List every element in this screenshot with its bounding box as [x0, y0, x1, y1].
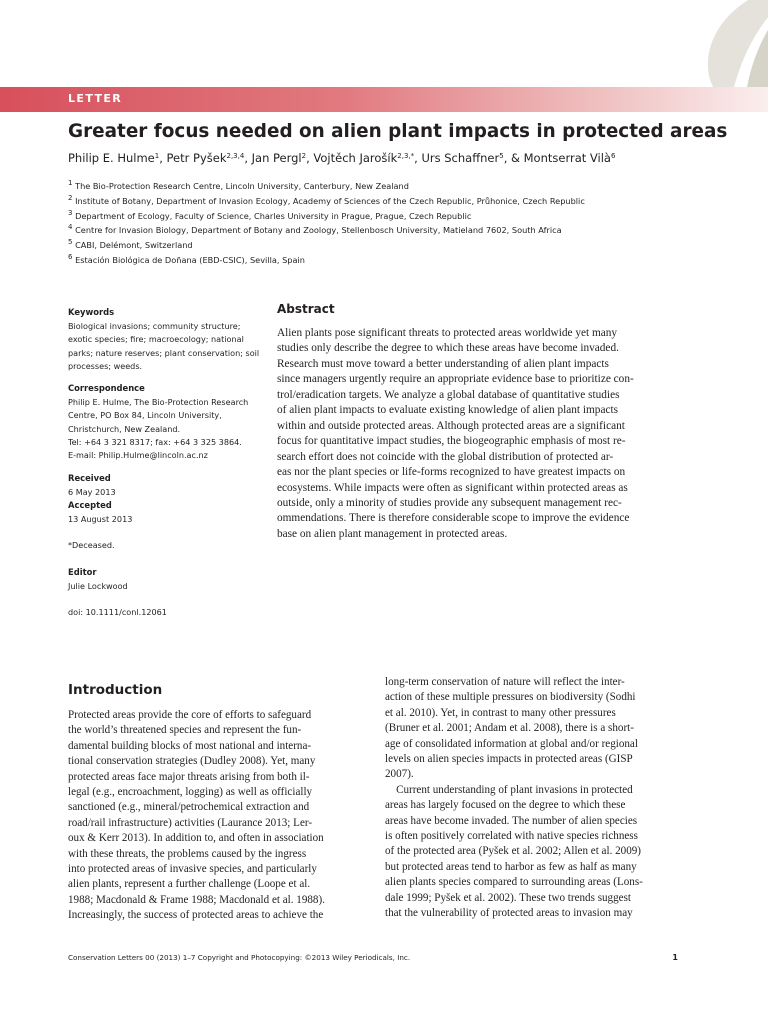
author-affiliation-marker: 2,3,* [397, 152, 415, 160]
abstract-line: focus for quantitative impact studies, the biogeographic emphasis of most re- [277, 435, 626, 448]
journal-footer: Conservation Letters 00 (2013) 1–7 Copyright and Photocopying: ©2013 Wiley Periodicals, Inc. [68, 953, 411, 962]
abstract-line: search effort does not coincide with the global distribution of protected ar- [277, 450, 614, 463]
author-name: Vojtěch Jarošík [313, 151, 398, 165]
article-info-sidebar [68, 306, 268, 619]
body-text-line: levels on alien species impacts in protected areas (GISP [385, 753, 633, 766]
editor-name: Julie Lockwood [68, 580, 128, 591]
correspondence-line: Centre, PO Box 84, Lincoln University, [68, 410, 222, 421]
keyword-line: exotic species; fire; macroecology; national [68, 334, 244, 345]
author-separator: , [414, 151, 422, 165]
affiliation-number: 6 [68, 252, 73, 261]
letter-banner [0, 87, 768, 112]
article-title: Greater focus needed on alien plant impacts in protected areas [68, 121, 728, 142]
abstract-line: within and outside protected areas. Although protected areas are a significant [277, 419, 625, 432]
body-text-line: dale 1999; Pyšek et al. 2002). These two trends suggest [385, 891, 631, 904]
body-text-line: with these threats, the problems caused by the ingress [68, 847, 307, 860]
body-text-line: protected areas face major threats arising from both il- [68, 770, 310, 783]
affiliation-item [68, 252, 708, 267]
affiliation-item [68, 208, 708, 223]
body-text-line: age of consolidated information at global and/or regional [385, 737, 638, 750]
abstract-line: ommendations. There is therefore considerable scope to improve the evidence [277, 512, 630, 525]
correspondence-block [68, 396, 268, 462]
body-text-line: that the vulnerability of protected areas to invasion may [385, 907, 633, 920]
section-label: LETTER [68, 92, 123, 105]
abstract-line: studies only describe the degree to which these areas have become invaded. [277, 342, 619, 355]
deceased-note: *Deceased. [68, 540, 115, 551]
affiliation-number: 5 [68, 238, 73, 247]
received-date: 6 May 2013 [68, 486, 116, 497]
affiliation-text: Estación Biológica de Doñana (EBD-CSIC), Sevilla, Spain [75, 254, 305, 265]
body-text-line: areas have become invaded. The number of alien species [385, 814, 638, 827]
author-separator: , [244, 151, 252, 165]
abstract-line: trol/eradication targets. We analyze a global database of quantitative studies [277, 388, 620, 401]
affiliation-item [68, 193, 708, 208]
body-text-line: Protected areas provide the core of efforts to safeguard [68, 709, 312, 721]
body-text-line: but protected areas tend to harbor as few as half as many [385, 860, 637, 873]
body-text-line: road/rail infrastructure) activities (Laurance 2013; Ler- [68, 816, 313, 829]
correspondence-line: E-mail: Philip.Hulme@lincoln.ac.nz [68, 450, 208, 461]
author-affiliation-marker: 2 [301, 152, 307, 160]
body-text-line: alien plants species compared to surrounding areas (Lons- [385, 876, 643, 889]
affiliation-list [68, 178, 708, 267]
author-affiliation-marker: 6 [610, 152, 616, 160]
introduction-right-column [385, 675, 685, 922]
body-text-line: is often positively correlated with native species richness [385, 830, 638, 843]
body-text-line: Current understanding of plant invasions in protected [385, 783, 633, 796]
author-affiliation-marker: 2,3,4 [226, 152, 245, 160]
affiliation-text: Institute of Botany, Department of Invasion Ecology, Academy of Sciences of the Czech Republic, Průhonice, Czech Republic [75, 195, 585, 206]
abstract-heading: Abstract [277, 302, 335, 316]
abstract-line: ecosystems. While impacts were often as significant within protected areas as [277, 481, 628, 494]
author-name: Montserrat Vilà [523, 151, 611, 165]
affiliation-text: Centre for Invasion Biology, Department of Botany and Zoology, Stellenbosch University, Matieland 7602, South Africa [75, 225, 562, 236]
body-text-line: long-term conservation of nature will reflect the inter- [385, 676, 625, 688]
body-text-line: 2007). [385, 768, 414, 781]
author-separator: , & [503, 151, 524, 165]
body-text-line: Increasingly, the success of protected areas to achieve the [68, 909, 324, 922]
keywords-label: Keywords [68, 307, 115, 317]
correspondence-line: Christchurch, New Zealand. [68, 423, 181, 434]
abstract-line: of alien plant impacts to evaluate existing knowledge of alien plant impacts [277, 404, 619, 417]
keyword-line: Biological invasions; community structure; [68, 321, 241, 331]
affiliation-text: CABI, Delémont, Switzerland [75, 240, 193, 251]
body-text-line: areas has largely focused on the degree to which these [385, 799, 626, 812]
received-label: Received [68, 472, 111, 483]
introduction-heading: Introduction [68, 682, 163, 698]
body-text-line: oux & Kerr 2013). In addition to, and often in association [68, 832, 324, 845]
keywords-list [68, 320, 268, 373]
accepted-label: Accepted [68, 499, 112, 510]
correspondence-line: Philip E. Hulme, The Bio-Protection Research [68, 397, 249, 408]
body-text-line: legal (e.g., encroachment, logging) as well as officially [68, 786, 313, 799]
affiliation-number: 1 [68, 179, 73, 187]
author-name: Jan Pergl [251, 151, 302, 165]
affiliation-text: The Bio-Protection Research Centre, Lincoln University, Canterbury, New Zealand [75, 181, 409, 191]
author-list [68, 151, 748, 165]
doi-link[interactable]: doi: 10.1111/conl.12061 [68, 606, 167, 617]
author-affiliation-marker: 5 [499, 152, 504, 160]
keyword-line: parks; nature reserves; plant conservation; soil [68, 347, 260, 358]
affiliation-item [68, 237, 708, 252]
body-text-line: tional conservation strategies (Dudley 2008). Yet, many [68, 755, 316, 768]
abstract-section [277, 302, 681, 542]
body-text-line: sanctioned (e.g., mineral/petrochemical extraction and [68, 801, 310, 814]
body-text-line: damental building blocks of most national and interna- [68, 739, 312, 752]
abstract-line: Alien plants pose significant threats to protected areas worldwide yet many [277, 327, 618, 339]
accepted-date: 13 August 2013 [68, 513, 133, 524]
body-text-line: alien plants, represent a further challenge (Loope et al. [68, 878, 311, 891]
affiliation-number: 4 [68, 223, 73, 232]
page-number: 1 [672, 953, 678, 962]
abstract-line: since managers urgently require an appropriate evidence base to prioritize con- [277, 373, 634, 386]
body-text-line: into protected areas of invasive species, and particularly [68, 863, 317, 876]
abstract-line: eas nor the plant species or life-forms recognized to have greatest impacts on [277, 466, 626, 479]
body-text-line: 1988; Macdonald & Frame 1988; Macdonald et al. 1988). [68, 893, 325, 906]
author-name: Urs Schaffner [421, 151, 500, 165]
body-text-line: the world’s threatened species and represent the fun- [68, 724, 302, 737]
correspondence-line: Tel: +64 3 321 8317; fax: +64 3 325 3864. [68, 437, 242, 448]
author-separator: , [306, 151, 314, 165]
introduction-left-column [68, 708, 368, 924]
author-separator: , [159, 151, 167, 165]
author-name: Petr Pyšek [166, 151, 227, 165]
body-text-line: (Bruner et al. 2001; Andam et al. 2008), there is a short- [385, 722, 634, 735]
abstract-line: outside, only a minority of studies provide any subsequent management rec- [277, 496, 622, 509]
body-text-line: action of these multiple pressures on biodiversity (Sodhi [385, 691, 636, 704]
body-text-line: of the protected area (Pyšek et al. 2002; Allen et al. 2009) [385, 845, 641, 858]
affiliation-number: 3 [68, 208, 73, 217]
affiliation-item [68, 178, 708, 193]
keyword-line: processes; weeds. [68, 360, 143, 371]
affiliation-text: Department of Ecology, Faculty of Science, Charles University in Prague, Prague, Czech Republic [75, 210, 472, 221]
affiliation-number: 2 [68, 193, 73, 202]
body-text-line: et al. 2010). Yet, in contrast to many other pressures [385, 706, 616, 719]
affiliation-item [68, 222, 708, 237]
correspondence-label: Correspondence [68, 383, 145, 394]
abstract-line: base on alien plant management in protected areas. [277, 527, 508, 540]
editor-label: Editor [68, 566, 97, 577]
author-affiliation-marker: 1 [154, 152, 160, 160]
author-name: Philip E. Hulme [68, 151, 155, 165]
abstract-line: Research must move toward a better understanding of alien plant impacts [277, 357, 609, 370]
abstract-text [277, 326, 681, 542]
